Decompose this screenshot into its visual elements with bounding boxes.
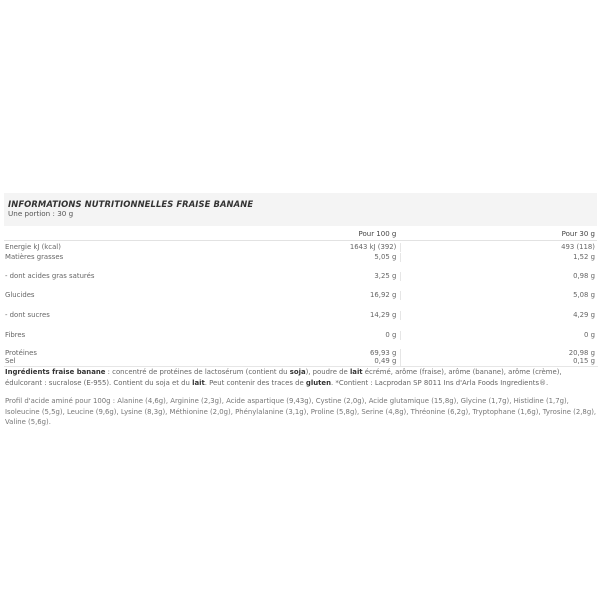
table-row <box>4 347 597 357</box>
row-label: - dont sucres <box>5 311 50 319</box>
row-value-per30: 0 g <box>400 331 597 340</box>
row-value-per100: 5,05 g <box>374 253 397 261</box>
row-value-per30: 4,29 g <box>400 311 597 320</box>
row-label: - dont acides gras saturés <box>5 272 95 280</box>
row-label: Glucides <box>5 291 35 299</box>
row-label: Sel <box>5 357 16 365</box>
amino-acid-profile: Profil d'acide aminé pour 100g : Alanine (4,6g), Arginine (2,3g), Acide aspartique (9,43g), Cystine (2,0g), Acide glutamique (15,8g), Glycine (1,7g), Histidine (1,7g), Isoleucine (5,5g), Leucine (9,6g), Lysine (8,3g), Méthionine (2,0g), Phénylalanine (3,1g), Proline (5,8g), Serine (4,8g), Thréonine (6,2g), Tryptophane (1,6g), Tyrosine (2,8g), Valine (5,6g). <box>5 397 597 426</box>
nutrition-table <box>4 241 597 366</box>
row-value-per30: 0,15 g <box>400 357 597 366</box>
row-value-per30: 5,08 g <box>400 291 597 300</box>
nutrition-header <box>4 193 597 226</box>
row-label: Protéines <box>5 349 37 357</box>
table-row <box>4 357 597 366</box>
ingredients-part: : concentré de protéines de lactosérum (contient du <box>105 368 290 376</box>
ingredients-part: . Peut contenir des traces de <box>204 378 306 387</box>
ingredients-part: . *Contient : Lacprodan SP 8011 Ins d'Arla Foods Ingredients®. <box>331 378 549 387</box>
row-value-per100: 16,92 g <box>370 291 397 299</box>
table-row <box>4 288 597 308</box>
allergen-soja: soja <box>289 368 306 376</box>
row-value-per30: 1,52 g <box>400 253 597 262</box>
row-value-per100: 3,25 g <box>374 272 397 280</box>
column-header-per100: Pour 100 g <box>358 230 397 238</box>
table-row <box>4 308 597 328</box>
portion-size: Une portion : 30 g <box>8 209 74 218</box>
row-label: Energie kJ (kcal) <box>5 243 61 251</box>
row-value-per30: 20,98 g <box>400 349 597 358</box>
ingredients-heading: Ingrédients fraise banane <box>5 368 106 376</box>
nutrition-title: INFORMATIONS NUTRITIONNELLES FRAISE BANANE <box>8 199 254 209</box>
allergen-lait: lait <box>349 368 363 376</box>
table-row <box>4 328 597 347</box>
row-value-per100: 0,49 g <box>374 357 397 365</box>
allergen-lait: lait <box>192 378 205 387</box>
allergen-gluten: gluten <box>305 378 331 387</box>
row-value-per30: 493 (118) <box>400 243 597 252</box>
column-header-per30: Pour 30 g <box>561 230 595 238</box>
table-row <box>4 241 597 251</box>
row-value-per30: 0,98 g <box>400 272 597 281</box>
ingredients-text <box>4 366 598 388</box>
table-row <box>4 269 597 288</box>
row-value-per100: 69,93 g <box>370 349 397 357</box>
table-header <box>4 226 597 241</box>
ingredients-part: écrémé, arôme (fraise), arôme (banane), arôme (crème), édulcorant : sucralose (E-955). Contient du soja et du <box>5 368 562 387</box>
row-value-per100: 14,29 g <box>370 311 397 319</box>
row-label: Matières grasses <box>5 253 64 261</box>
row-value-per100: 1643 kJ (392) <box>349 243 397 251</box>
row-label: Fibres <box>5 331 26 339</box>
table-row <box>4 251 597 269</box>
ingredients-part: ), poudre de <box>305 368 350 376</box>
row-value-per100: 0 g <box>385 331 397 339</box>
nutrition-panel <box>4 193 597 428</box>
